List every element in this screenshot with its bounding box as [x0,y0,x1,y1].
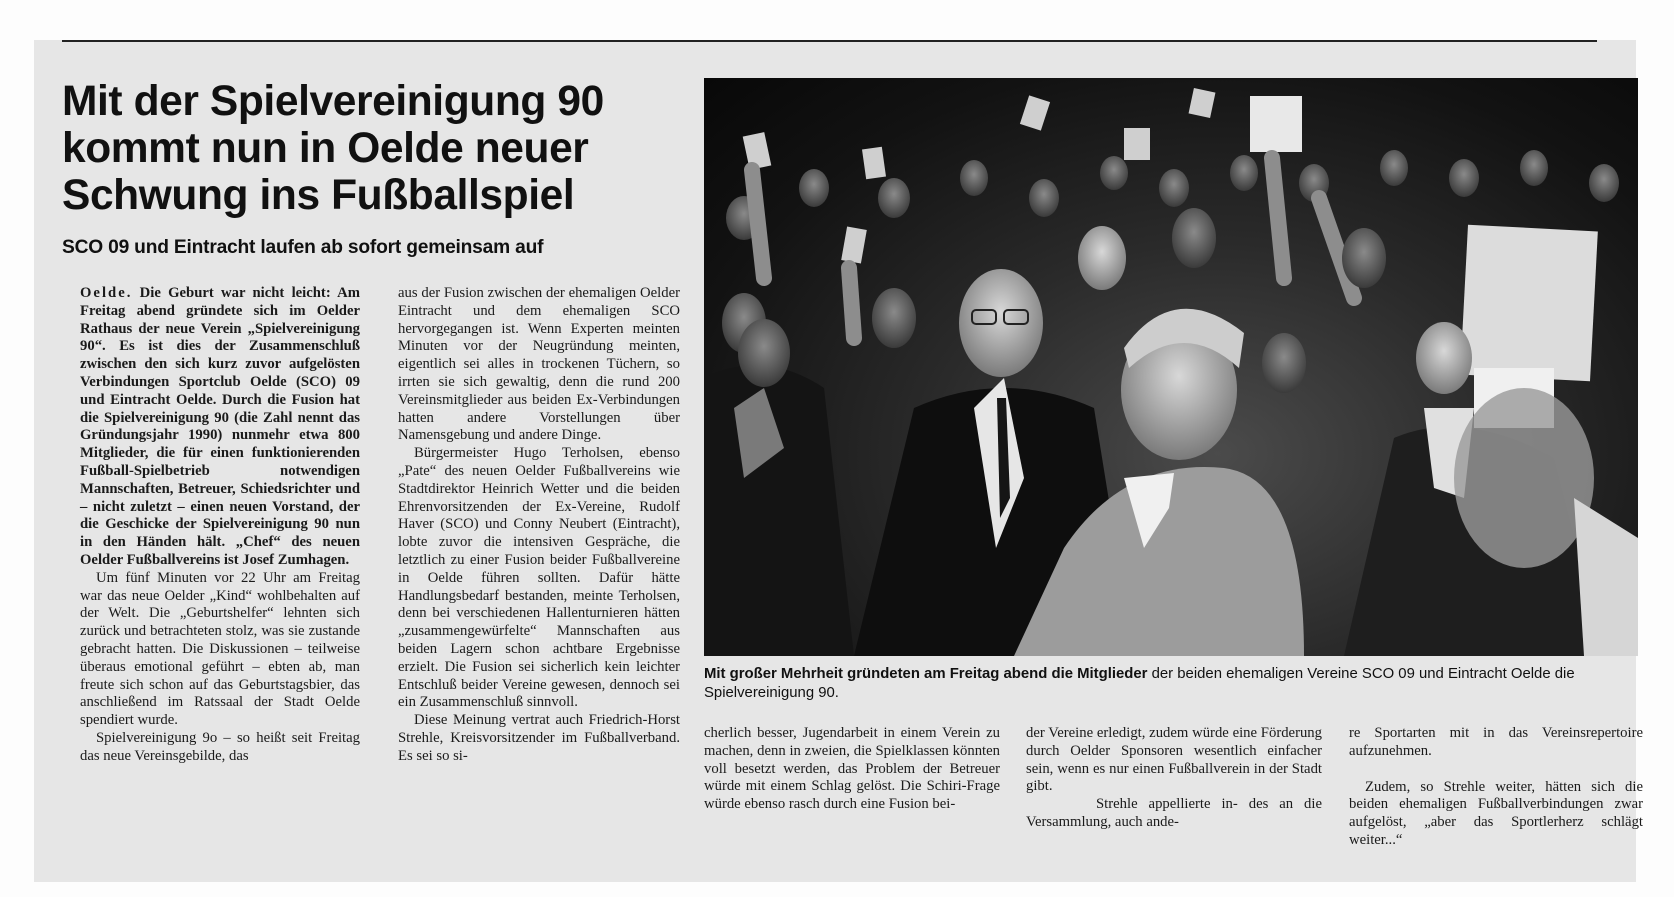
photo-caption [704,665,1644,703]
article-headline: Mit der Spielvereinigung 90 kommt nun in Oelde neuer Schwung ins Fußballspiel [62,78,604,219]
paragraph: Diese Meinung vertrat auch Friedrich-Horst Strehle, Kreisvorsitzender im Fußballverband. Es sei so si- [398,712,680,764]
paragraph: Zudem, so Strehle weiter, hätten sich die beiden ehemaligen Fußballverbindungen zwar aufgelöst, „aber das Sportlerherz schlägt weiter...“ [1349,778,1643,848]
paragraph: aus der Fusion zwischen der ehemaligen Oelder Eintracht und dem ehemaligen SCO hervorgegangen ist. Wenn Experten meinten Minuten vor der Neugründung meinten, eigentlich sei alles in trockenen Tüchern, so irrten sie sich gewaltig, denn die rund 200 Vereinsmitglieder aus beiden Ex-Verbindungen hatten andere Vorstellungen über Namensgebung und andere Dinge. [398,285,680,444]
paragraph: Strehle appellierte in- des an die Versammlung, auch ande- [1026,796,1322,830]
article-subheadline: SCO 09 und Eintracht laufen ab sofort gemeinsam auf [62,237,544,258]
text-column-3 [704,725,1000,814]
dateline: Oelde. [80,285,133,301]
paragraph: Bürgermeister Hugo Terholsen, ebenso „Pate“ des neuen Oelder Fußballvereins wie Stadtdirektor Heinrich Wetter und die beiden Ehrenvorsitzenden der Ex-Vereine, Rudolf Haver (SCO) und Conny Neubert (Eintracht), lobte zuvor die intensiven Gespräche, die letztlich zu einer Fusion beider Fußballvereine in Oelde führen sollten. Dafür hätte Handlungsbedarf bestanden, meinte Terholsen, denn bei verschiedenen Hallenturnieren hätten „zusammengewürfelte“ Mannschaften aus beiden Lagern schon achtbare Ergebnisse erzielt. Die Fusion sei sicherlich kein leichter Entschluß beider Vereine gewesen, dennoch sei ein Zusammenschluß sinnvoll. [398,445,680,711]
paragraph: re Sportarten mit in das Vereinsrepertoire aufzunehmen. [1349,725,1643,759]
text-column-1 [80,285,360,766]
text-column-5 [1349,725,1643,850]
caption-bold: Mit großer Mehrheit gründeten am Freitag abend die Mitglieder [704,666,1148,682]
text-column-4 [1026,725,1322,832]
assembly-photo-illustration [704,78,1638,656]
paragraph: Um fünf Minuten vor 22 Uhr am Freitag war das neue Oelder „Kind“ wohlbehalten auf der Welt. Die „Geburtshelfer“ lehnten sich zurück und betrachteten stolz, was sie zustande gebracht hatten. Die Diskussionen – teilweise überaus emotional geführt – ebten ab, man freute sich schon auf das Geburtstagsbier, das anschließend im Ratssaal der Stadt Oelde spendiert wurde. [80,569,360,729]
paragraph: Spielvereinigung 9o – so heißt seit Freitag das neue Vereinsgebilde, das [80,729,360,764]
assembly-photo [704,78,1638,656]
text-column-2 [398,285,680,766]
top-rule [62,40,1597,42]
lead-paragraph [80,285,360,570]
caption-text: der beiden ehemaligen Vereine SCO 09 und Eintracht Oelde die Spielvereinigung 90. [704,666,1575,701]
paragraph: cherlich besser, Jugendarbeit in einem Verein zu machen, denn in zweien, die Spielklassen könnten voll besetzt werden, das Problem der Betreuer würde mit einem Schlag gelöst. Die Schiri-Frage würde ebenso rasch durch eine Fusion bei- [704,725,1000,813]
lead-text: Die Geburt war nicht leicht: Am Freitag abend gründete sich im Oelder Rathaus der neue Verein „Spielvereinigung 90“. Es ist dies der Zusammenschluß zwischen den sich kurz zuvor aufgelösten Verbindungen Sportclub Oelde (SCO) 09 und Eintracht Oelde. Durch die Fusion hat die Spielvereinigung 90 (die Zahl nennt das Gründungsjahr 1990) nunmehr etwa 800 Mitglieder, die für einen funktionierenden Fußball-Spielbetrieb notwendigen Mannschaften, Betreuer, Schiedsrichter und – nicht zuletzt – einen neuen Vorstand, der die Geschicke der Spielvereinigung 90 nun in den Händen hält. „Chef“ des neuen Oelder Fußballvereins ist Josef Zumhagen. [80,285,360,568]
paragraph: der Vereine erledigt, zudem würde eine Förderung durch Oelder Sponsoren wesentlich einfacher sein, wenn es nur einen Fußballverein in der Stadt gibt. [1026,725,1322,795]
